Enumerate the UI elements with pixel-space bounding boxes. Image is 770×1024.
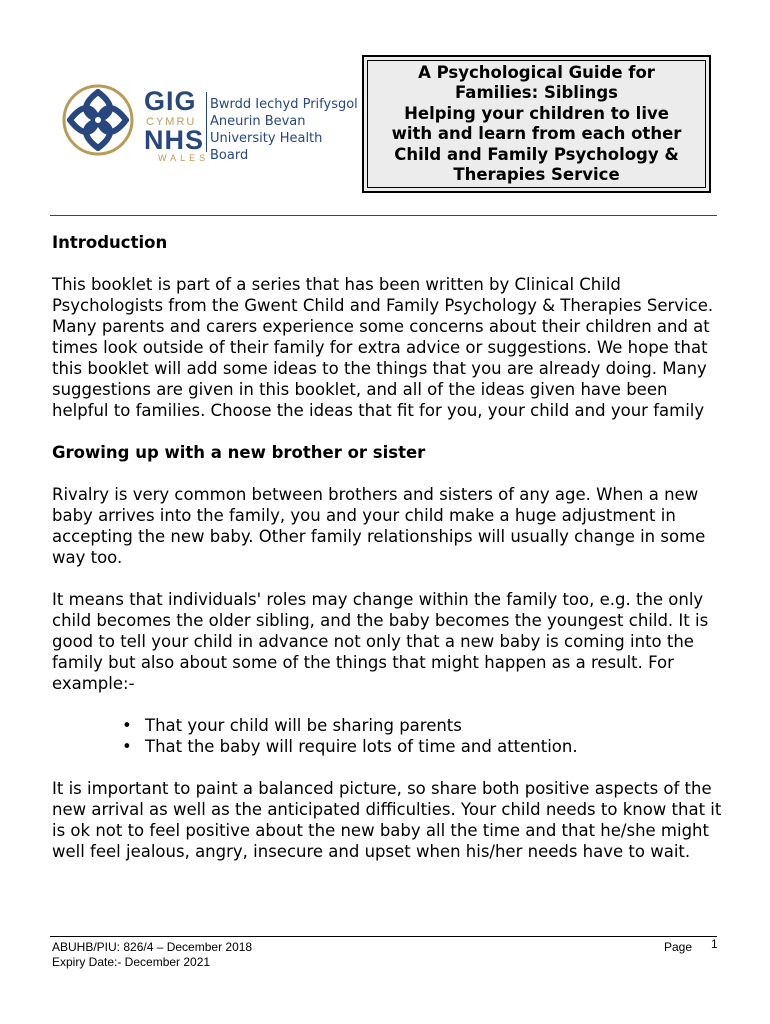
- footer-page-number: 1: [711, 937, 718, 951]
- header-divider: [50, 215, 717, 216]
- footer-divider: [50, 936, 717, 937]
- title-line: Child and Family Psychology &: [394, 144, 679, 164]
- logo-gig: GIG: [144, 86, 197, 116]
- footer-page-label: Page: [664, 940, 693, 954]
- health-board-logo: [58, 80, 358, 163]
- logo-divider: [206, 92, 207, 152]
- growing-paragraph-3: It is important to paint a balanced picture, so share both positive aspects of the new arrival as well as the anticipated difficulties. Your child needs to know that it is ok not to feel positive about the new baby all the time and that he/she might well feel jealous, angry, insecure and upset when his/her needs have to wait.: [52, 779, 722, 861]
- title-box-inner: [367, 60, 706, 188]
- document-body: [52, 232, 722, 883]
- intro-heading: Introduction: [52, 233, 168, 252]
- logo-cymru: CYMRU: [146, 116, 197, 128]
- growing-paragraph-2: It means that individuals' roles may change within the family too, e.g. the only child becomes the older sibling, and the baby becomes the youngest child. It is good to tell your child in advance not only that a new baby is coming into the family but also about some of the things that might happen as a result. For example:-: [52, 590, 709, 693]
- logo-wales: WALES: [158, 153, 210, 163]
- list-item: • That the baby will require lots of time and attention.: [52, 736, 722, 757]
- title-line: Families: Siblings: [455, 83, 618, 102]
- board-name-line: Aneurin Bevan: [210, 114, 306, 129]
- list-item: • That your child will be sharing parents: [52, 715, 722, 736]
- board-name-line: University Health Board: [210, 131, 323, 163]
- growing-heading: Growing up with a new brother or sister: [52, 443, 426, 462]
- title-box: [362, 55, 711, 193]
- title-line: with and learn from each other: [391, 124, 682, 143]
- board-name-line: Bwrdd Iechyd Prifysgol: [210, 97, 358, 112]
- footer-reference: ABUHB/PIU: 826/4 – December 2018: [52, 940, 253, 954]
- title-line: A Psychological Guide for: [418, 62, 655, 82]
- title-line: Therapies Service: [453, 165, 620, 184]
- example-list: [52, 715, 722, 757]
- intro-paragraph: This booklet is part of a series that has been written by Clinical Child Psychologists from the Gwent Child and Family Psychology & Therapies Service. Many parents and carers experience some concerns about their children and at times look outside of their family for extra advice or suggestions. We hope that this booklet will add some ideas to the things that you are already doing. Many suggestions are given in this booklet, and all of the ideas given have been helpful to families. Choose the ideas that fit for you, your child and your family: [52, 275, 714, 420]
- title-line: Helping your children to live: [404, 103, 669, 123]
- footer-expiry: Expiry Date:- December 2021: [52, 955, 211, 969]
- celtic-knot-icon: [58, 80, 138, 160]
- growing-paragraph-1: Rivalry is very common between brothers and sisters of any age. When a new baby arrives into the family, you and your child make a huge adjustment in accepting the new baby. Other family relationships will usually change in some way too.: [52, 485, 706, 567]
- logo-nhs: NHS: [144, 125, 205, 155]
